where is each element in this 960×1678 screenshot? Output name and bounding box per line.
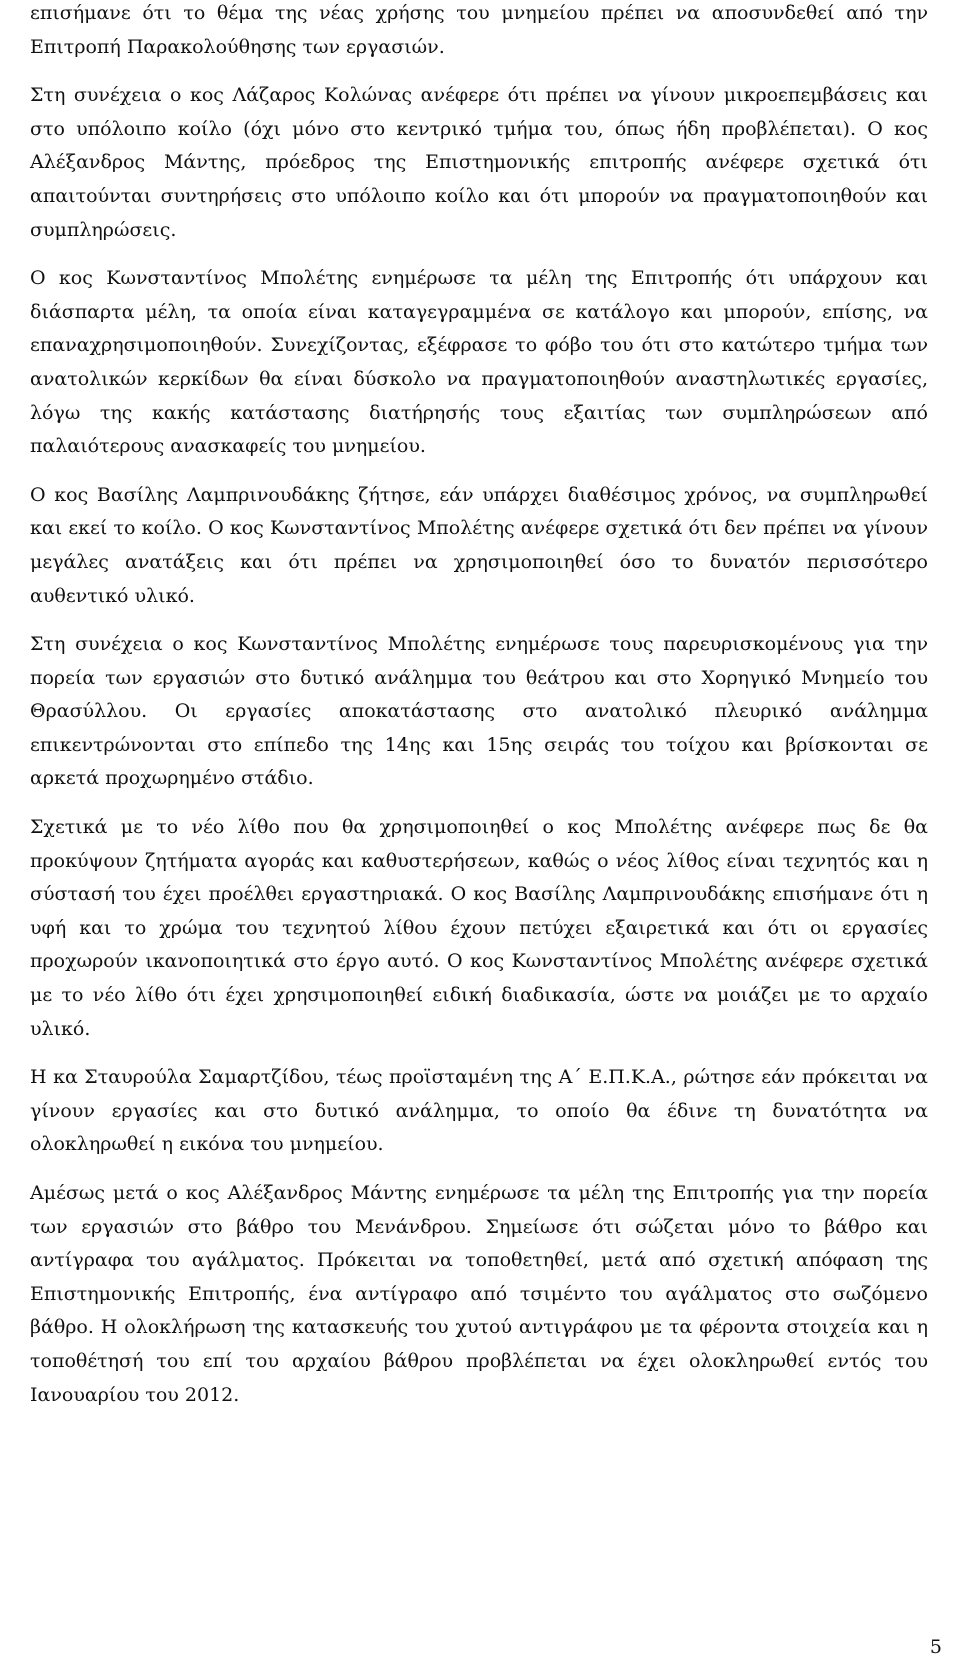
paragraph-3: Ο κος Κωνσταντίνος Μπολέτης ενημέρωσε τα μέλη της Επιτροπής ότι υπάρχουν και διάσπαρτα μέλη, τα οποία είναι καταγεγραμμένα σε κατάλογο και μπορούν, επίσης, να επαναχρησιμοποιηθούν. Συνεχίζοντας, εξέφρασε το φόβο του ότι στο κατώτερο τμήμα των ανατολικών κερκίδων θα είναι δύσκολο να πραγματοποιηθούν αναστηλωτικές εργασίες, λόγω της κακής κατάστασης διατήρησής τους εξαιτίας των συμπληρώσεων από παλαιότερους ανασκαφείς του μνημείου.	[30, 267, 928, 458]
document-page	[30, 0, 928, 1412]
paragraph-8: Αμέσως μετά ο κος Αλέξανδρος Μάντης ενημέρωσε τα μέλη της Επιτροπής για την πορεία των εργασιών στο βάθρο του Μενάνδρου. Σημείωσε ότι σώζεται μόνο το βάθρο και αντίγραφα του αγάλματος. Πρόκειται να τοποθετηθεί, μετά από σχετική απόφαση της Επιστημονικής Επιτροπής, ένα αντίγραφο από τσιμέντο του αγάλματος στο σωζόμενο βάθρο. Η ολοκλήρωση της κατασκευής του χυτού αντιγράφου με τα φέροντα στοιχεία και η τοποθέτησή του επί του αρχαίου βάθρου προβλέπεται να έχει ολοκληρωθεί εντός του Ιανουαρίου του 2012.	[30, 1182, 928, 1406]
page-number: 5	[929, 1636, 942, 1658]
paragraph-2: Στη συνέχεια ο κος Λάζαρος Κολώνας ανέφερε ότι πρέπει να γίνουν μικροεπεμβάσεις και στο υπόλοιπο κοίλο (όχι μόνο στο κεντρικό τμήμα του, όπως ήδη προβλέπεται). Ο κος Αλέξανδρος Μάντης, πρόεδρος της Επιστημονικής επιτροπής ανέφερε σχετικά ότι απαιτούνται συντηρήσεις στο υπόλοιπο κοίλο και ότι μπορούν να πραγματοποιηθούν και συμπληρώσεις.	[30, 84, 928, 241]
paragraph-1: επισήμανε ότι το θέμα της νέας χρήσης του μνημείου πρέπει να αποσυνδεθεί από την Επιτροπή Παρακολούθησης των εργασιών.	[30, 2, 928, 58]
paragraph-4: Ο κος Βασίλης Λαμπρινουδάκης ζήτησε, εάν υπάρχει διαθέσιμος χρόνος, να συμπληρωθεί και εκεί το κοίλο. Ο κος Κωνσταντίνος Μπολέτης ανέφερε σχετικά ότι δεν πρέπει να γίνουν μεγάλες ανατάξεις και ότι πρέπει να χρησιμοποιηθεί όσο το δυνατόν περισσότερο αυθεντικό υλικό.	[30, 483, 928, 607]
paragraph-5: Στη συνέχεια ο κος Κωνσταντίνος Μπολέτης ενημέρωσε τους παρευρισκομένους για την πορεία των εργασιών στο δυτικό ανάλημμα του θεάτρου και στο Χορηγικό Μνημείο του Θρασύλλου. Οι εργασίες αποκατάστασης στο ανατολικό πλευρικό ανάλημμα επικεντρώνονται στο επίπεδο της 14ης και 15ης σειράς του τοίχου και βρίσκονται σε αρκετά προχωρημένο στάδιο.	[30, 633, 928, 790]
paragraph-6: Σχετικά με το νέο λίθο που θα χρησιμοποιηθεί ο κος Μπολέτης ανέφερε πως δε θα προκύψουν ζητήματα αγοράς και καθυστερήσεων, καθώς ο νέος λίθος είναι τεχνητός και η σύστασή του έχει προέλθει εργαστηριακά. Ο κος Βασίλης Λαμπρινουδάκης επισήμανε ότι η υφή και το χρώμα του τεχνητού λίθου έχουν πετύχει εξαιρετικά και ότι οι εργασίες προχωρούν ικανοποιητικά στο έργο αυτό. Ο κος Κωνσταντίνος Μπολέτης ανέφερε σχετικά με το νέο λίθο ότι έχει χρησιμοποιηθεί ειδική διαδικασία, ώστε να μοιάζει με το αρχαίο υλικό.	[30, 816, 928, 1040]
paragraph-7: Η κα Σταυρούλα Σαμαρτζίδου, τέως προϊσταμένη της Α΄ Ε.Π.Κ.Α., ρώτησε εάν πρόκειται να γίνουν εργασίες και στο δυτικό ανάλημμα, το οποίο θα έδινε τη δυνατότητα να ολοκληρωθεί η εικόνα του μνημείου.	[30, 1066, 928, 1156]
